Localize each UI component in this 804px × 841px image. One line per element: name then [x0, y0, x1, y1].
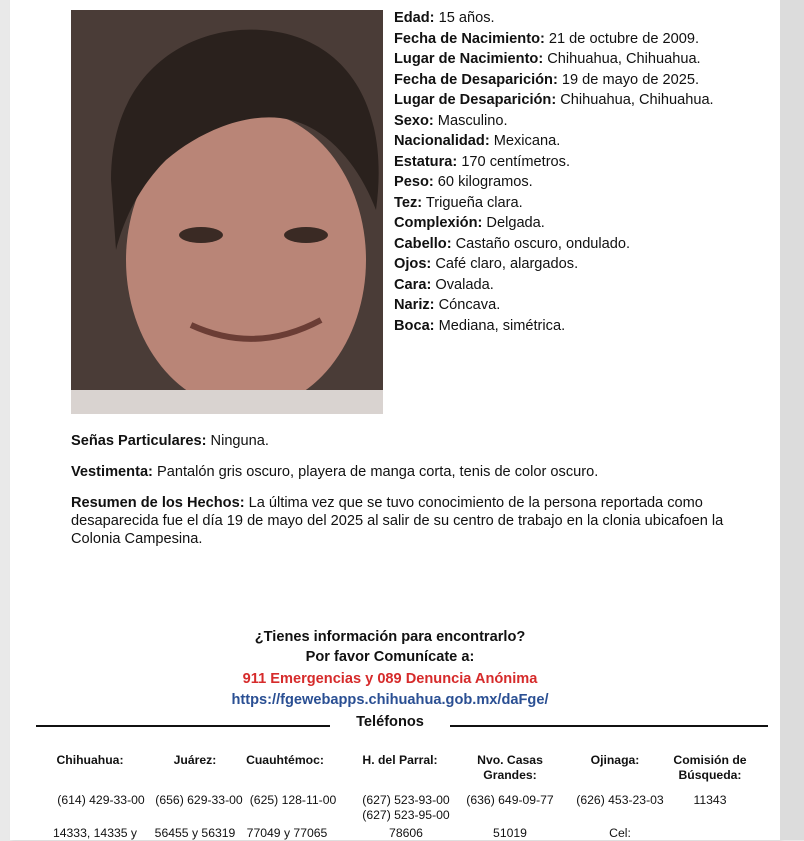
page-edge	[780, 0, 804, 840]
detail-sexo: Sexo: Masculino.	[394, 112, 508, 129]
detail-cara: Cara: Ovalada.	[394, 276, 494, 293]
telefonos-title: Teléfonos	[356, 714, 424, 730]
details-list	[394, 8, 724, 336]
detail-nacionalidad: Nacionalidad: Mexicana.	[394, 133, 561, 149]
detail-ojos: Ojos: Café claro, alargados.	[394, 256, 579, 272]
ext-parral: 78606	[389, 826, 423, 840]
detail-peso: Peso: 60 kilogramos.	[394, 174, 533, 190]
phone-chihuahua: (614) 429-33-00	[57, 793, 145, 807]
ext-cuauhtemoc: 77049 y 77065	[246, 826, 328, 840]
detail-estatura: Estatura: 170 centímetros.	[394, 153, 571, 170]
detail-complexion: Complexión: Delgada.	[394, 215, 545, 231]
ext-ojinaga: Cel:	[609, 826, 631, 840]
office-parral: H. del Parral:	[362, 753, 438, 767]
person-photo	[71, 10, 383, 414]
detail-nariz: Nariz: Cóncava.	[394, 297, 501, 313]
detail-cabello: Cabello: Castaño oscuro, ondulado.	[394, 235, 631, 252]
senas-particulares: Señas Particulares: Ninguna.	[71, 433, 269, 449]
contact-question: ¿Tienes información para encontrarlo?	[254, 629, 526, 645]
ext-juarez: 56455 y 56319	[154, 826, 236, 840]
detail-edad: Edad: 15 años.	[394, 10, 495, 26]
detail-lugar-desaparicion: Lugar de Desaparición: Chihuahua, Chihuahua.	[394, 92, 714, 108]
phone-comision-busqueda: 11343	[693, 793, 727, 807]
phone-nuevo-casas-grandes: (636) 649-09-77	[466, 793, 554, 807]
contact-request: Por favor Comunícate a:	[305, 649, 475, 665]
phone-juarez: (656) 629-33-00	[155, 793, 243, 807]
ext-nuevo-casas-grandes: 51019	[493, 826, 527, 840]
divider-right	[450, 725, 768, 727]
phone-parral: (627) 523-93-00 (627) 523-95-00	[362, 793, 450, 822]
resumen-hechos: Resumen de los Hechos: La última vez que se tuvo conocimiento de la persona reportada como desaparecida fue el día 19 de mayo del 2025 al salir de su centro de trabajo en la clonia ubicafoen la Colonia Campesina.	[71, 495, 724, 547]
vestimenta: Vestimenta: Pantalón gris oscuro, playera de manga corta, tenis de color oscuro.	[71, 464, 599, 480]
office-chihuahua: Chihuahua:	[56, 753, 124, 767]
phone-cuauhtemoc: (625) 128-11-00	[249, 793, 337, 807]
office-juarez: Juárez:	[173, 753, 217, 767]
detail-tez: Tez: Trigueña clara.	[394, 194, 523, 211]
office-cuauhtemoc: Cuauhtémoc:	[246, 753, 324, 767]
detail-boca: Boca: Mediana, simétrica.	[394, 317, 566, 334]
portrait-image	[71, 10, 383, 414]
detail-lugar-nacimiento: Lugar de Nacimiento: Chihuahua, Chihuahua.	[394, 51, 701, 67]
office-nuevo-casas-grandes: Nvo. Casas Grandes:	[477, 753, 543, 782]
detail-fecha-desaparicion: Fecha de Desaparición: 19 de mayo de 2025.	[394, 71, 700, 88]
phone-ojinaga: (626) 453-23-03	[576, 793, 664, 807]
detail-fecha-nacimiento: Fecha de Nacimiento: 21 de octubre de 2009.	[394, 30, 700, 47]
report-url-link[interactable]: https://fgewebapps.chihuahua.gob.mx/daFge/	[231, 692, 549, 708]
office-comision-busqueda: Comisión de Búsqueda:	[673, 753, 747, 782]
emergency-numbers: 911 Emergencias y 089 Denuncia Anónima	[242, 671, 538, 687]
ext-chihuahua: 14333, 14335 y	[52, 826, 138, 840]
office-ojinaga: Ojinaga:	[590, 753, 640, 767]
